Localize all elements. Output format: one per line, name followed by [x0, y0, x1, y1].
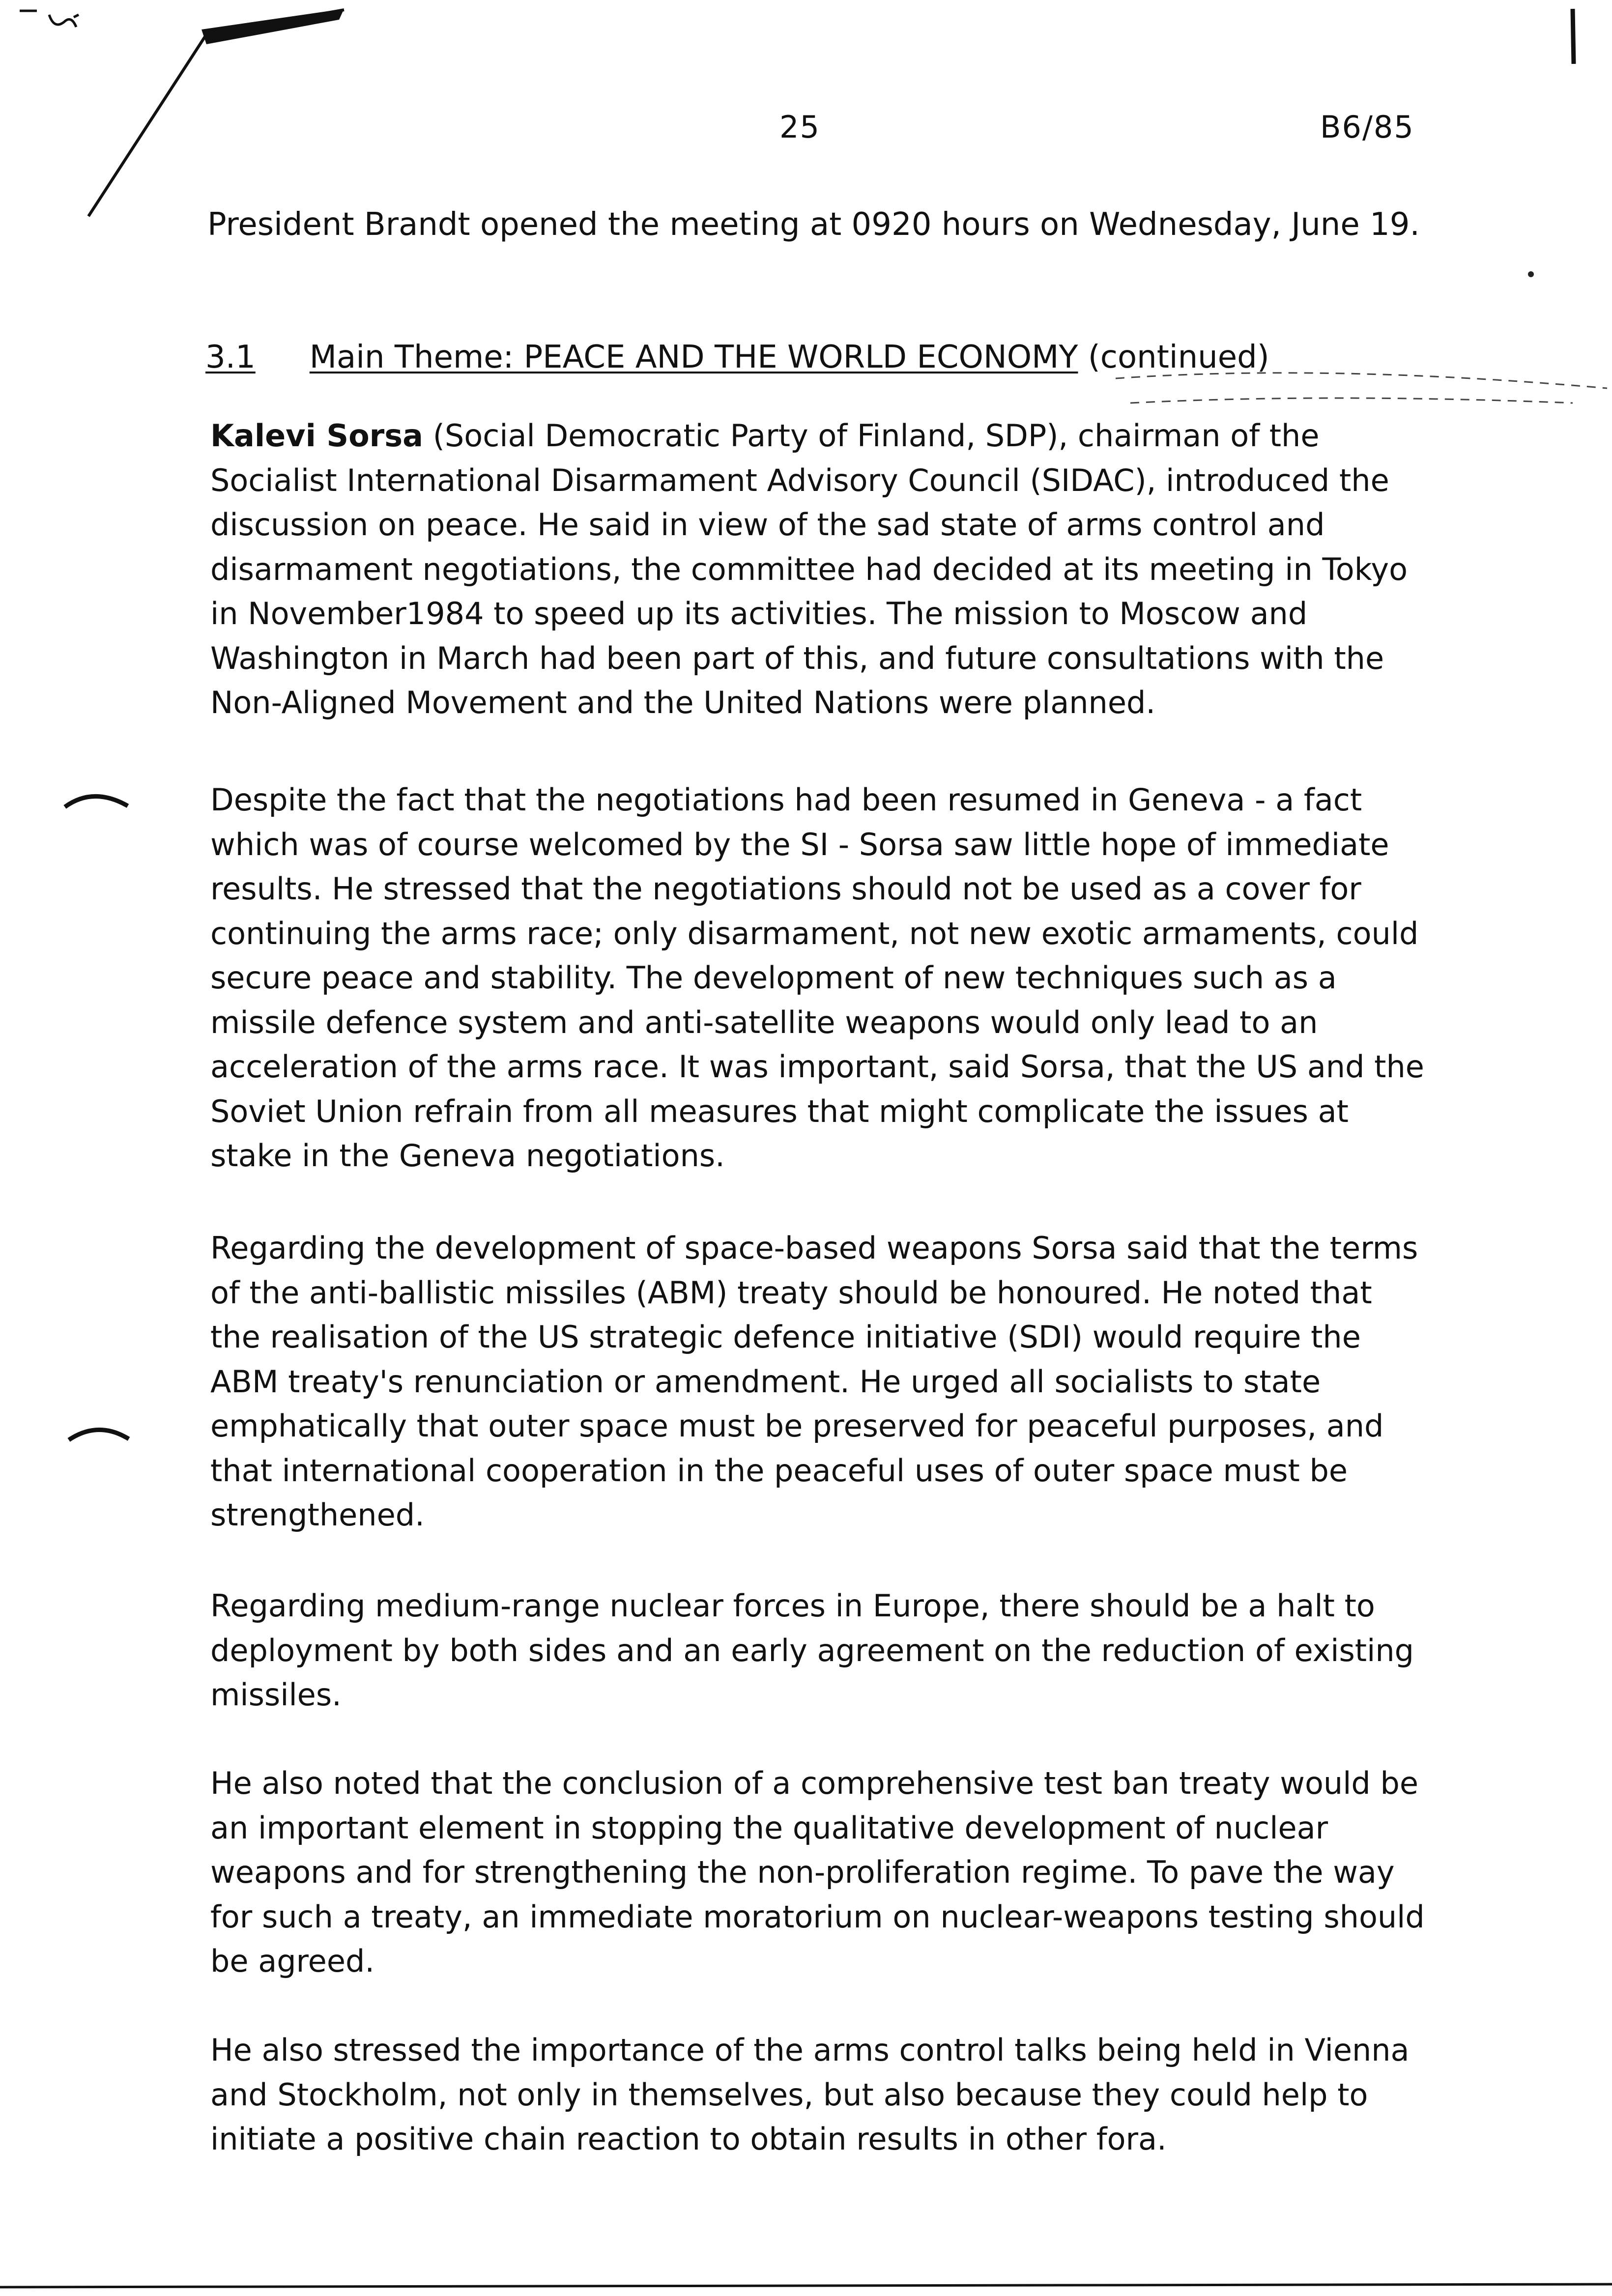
paragraph-1-text: (Social Democratic Party of Finland, SDP), chairman of the Socialist International Disarmament Advisory Council (SIDAC), introduced the discussion on peace. He said in view of the sad state of arms control and disarmament negotiations, the committee had decided at its meeting in Tokyo in November1984 to speed up its activities. The mission to Moscow and Washington in March had been part of this, and future consultations with the Non-Aligned Movement and the United Nations were planned. — [210, 418, 1408, 720]
paragraph-4: Regarding medium-range nuclear forces in Europe, there should be a halt to deployment by both sides and an early agreement on the reduction of existing missiles. — [210, 1588, 1414, 1713]
right-edge-mark — [1573, 9, 1574, 64]
section-heading — [205, 335, 1434, 379]
section-title: Main Theme: PEACE AND THE WORLD ECONOMY — [309, 339, 1078, 375]
document-reference: B6/85 — [1320, 109, 1414, 145]
opening-statement: President Brandt opened the meeting at 0920 hours on Wednesday, June 19. — [207, 206, 1420, 243]
page-number: 25 — [779, 109, 820, 145]
section-number: 3.1 — [205, 339, 256, 375]
paragraph-5: He also noted that the conclusion of a comprehensive test ban treaty would be an important element in stopping the qualitative development of nuclear weapons and for strengthening the non-proliferation regime. To pave the way for such a treaty, an immediate moratorium on nuclear-weapons testing should be agreed. — [210, 1765, 1425, 1979]
speaker-name: Kalevi Sorsa — [210, 418, 424, 454]
paragraph-2: Despite the fact that the negotiations had been resumed in Geneva - a fact which was of course welcomed by the SI - Sorsa saw little hope of immediate results. He stressed that the negotiations should not be used as a cover for continuing the arms race; only disarmament, not new exotic armaments, could secure peace and stability. The development of new techniques such as a missile defence system and anti-satellite weapons would only lead to an acceleration of the arms race. It was important, said Sorsa, that the US and the Soviet Union refrain from all measures that might complicate the issues at stake in the Geneva negotiations. — [210, 782, 1424, 1174]
bottom-edge-line — [0, 2284, 1612, 2287]
paragraph-3: Regarding the development of space-based weapons Sorsa said that the terms of the anti-ballistic missiles (ABM) treaty should be honoured. He noted that the realisation of the US strategic defence initiative (SDI) would require the ABM treaty's renunciation or amendment. He urged all socialists to state emphatically that outer space must be preserved for peaceful purposes, and that international cooperation in the peaceful uses of outer space must be strengthened. — [210, 1230, 1418, 1533]
binder-mark-1 — [65, 796, 128, 807]
paragraph-1 — [210, 414, 1429, 725]
binder-mark-2 — [69, 1430, 129, 1440]
corner-scribble — [20, 11, 79, 27]
corner-mark-wedge — [202, 9, 344, 44]
section-suffix: (continued) — [1088, 339, 1269, 375]
paragraph-6: He also stressed the importance of the arms control talks being held in Vienna and Stockholm, not only in themselves, but also because they could help to initiate a positive chain reaction to obtain results in other fora. — [210, 2032, 1410, 2157]
stray-dot — [1528, 271, 1534, 277]
